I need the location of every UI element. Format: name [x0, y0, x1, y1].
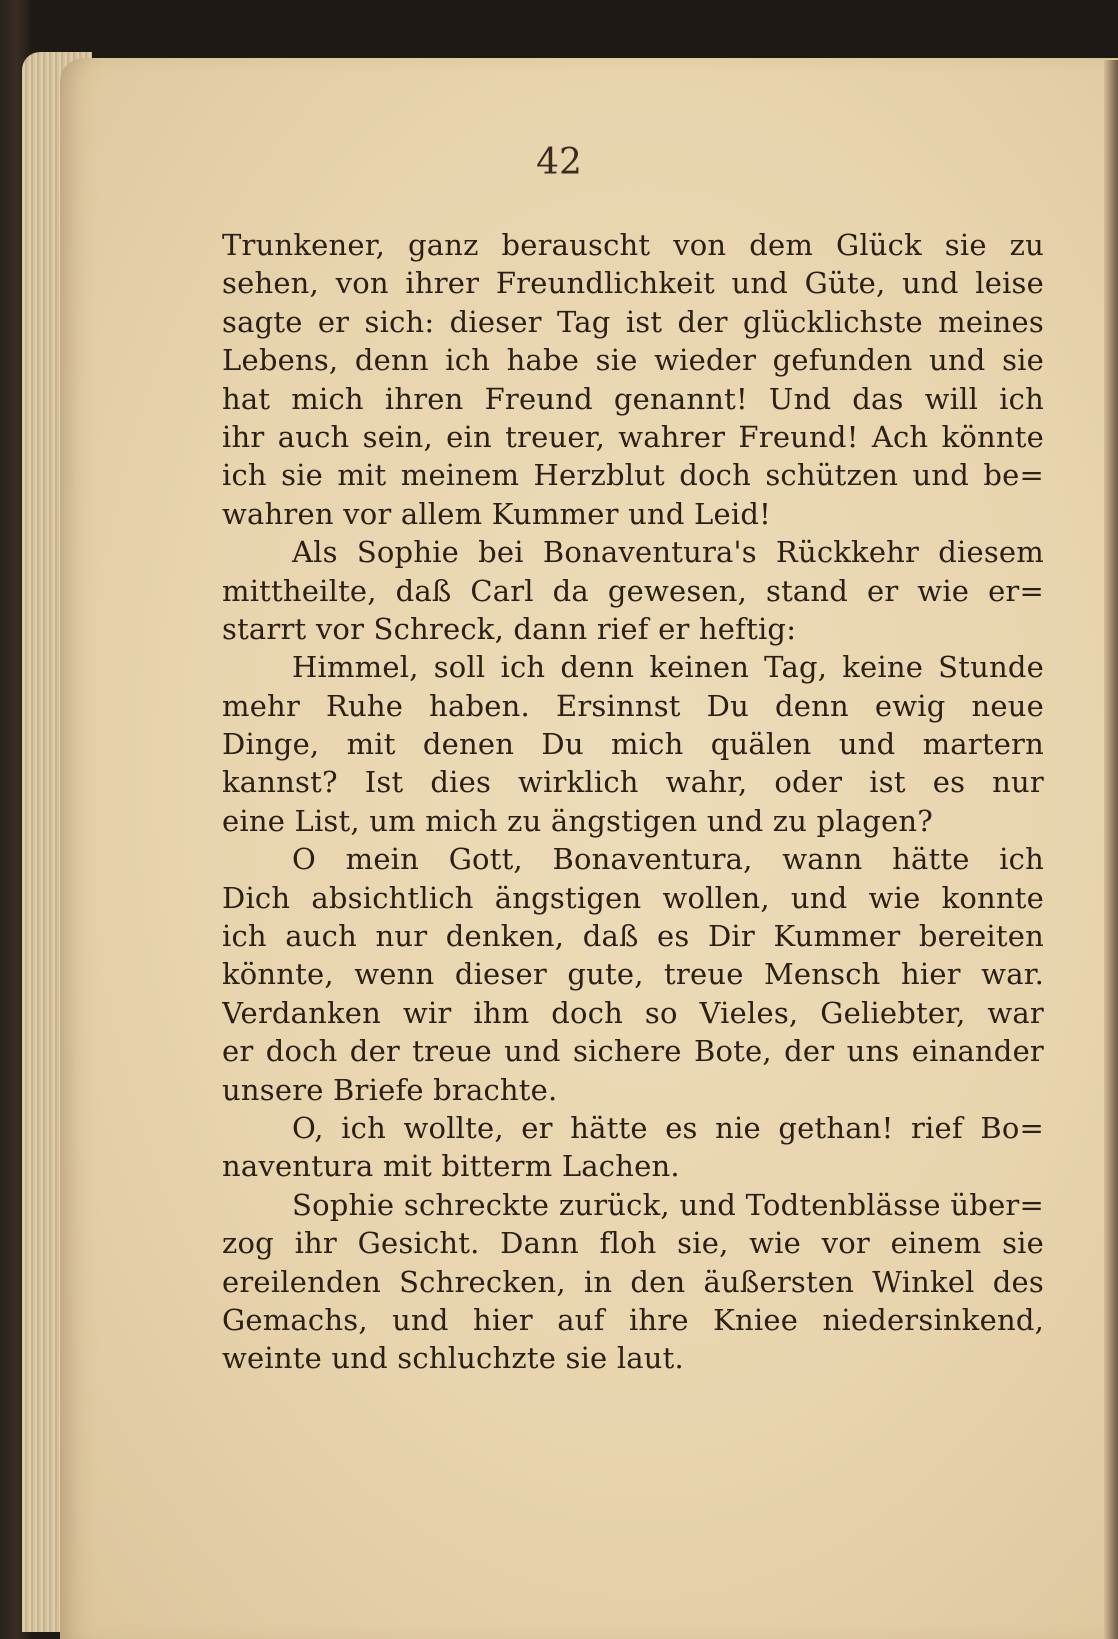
text-line: O, ich wollte, er hätte es nie gethan! rief Bo= — [292, 1110, 1044, 1145]
text-line: wahren vor allem Kummer und Leid! — [222, 496, 771, 531]
text-line: Verdanken wir ihm doch so Vieles, Geliebter, war — [222, 995, 1044, 1030]
text-line: zog ihr Gesicht. Dann floh sie, wie vor einem sie — [222, 1226, 1044, 1261]
text-line: eine List, um mich zu ängstigen und zu plagen? — [222, 803, 934, 838]
page-number: 42 — [536, 142, 582, 183]
text-line: ihr auch sein, ein treuer, wahrer Freund! Ach könnte — [222, 419, 1044, 454]
text-line: ich auch nur denken, daß es Dir Kummer bereiten — [222, 919, 1044, 954]
text-line: Als Sophie bei Bonaventura's Rückkehr diesem — [292, 535, 1044, 570]
text-line: er doch der treue und sichere Bote, der uns einander — [222, 1034, 1044, 1069]
text-line: hat mich ihren Freund genannt! Und das will ich — [222, 381, 1044, 416]
text-line: Himmel, soll ich denn keinen Tag, keine Stunde — [292, 650, 1044, 685]
text-line: weinte und schluchzte sie laut. — [222, 1341, 684, 1376]
text-line: Sophie schreckte zurück, und Todtenblässe über= — [292, 1187, 1044, 1222]
text-line: starrt vor Schreck, dann rief er heftig: — [222, 611, 797, 646]
text-line: Trunkener, ganz berauscht von dem Glück sie zu — [222, 228, 1044, 262]
text-line: Lebens, denn ich habe sie wieder gefunden und sie — [222, 343, 1044, 378]
text-line: könnte, wenn dieser gute, treue Mensch hier war. — [222, 957, 1044, 992]
text-line: mittheilte, daß Carl da gewesen, stand er wie er= — [222, 573, 1044, 608]
body-text — [222, 226, 1044, 1378]
text-line: sehen, von ihrer Freundlichkeit und Güte, und leise — [222, 266, 1044, 301]
text-line: sagte er sich: dieser Tag ist der glücklichste meines — [222, 304, 1044, 339]
text-line: Dich absichtlich ängstigen wollen, und wie konnte — [222, 880, 1044, 915]
text-line: Dinge, mit denen Du mich quälen und martern — [222, 727, 1044, 762]
text-line: naventura mit bitterm Lachen. — [222, 1149, 680, 1184]
text-line: O mein Gott, Bonaventura, wann hätte ich — [292, 842, 1044, 877]
page-right-edge — [1104, 60, 1118, 1639]
text-line: mehr Ruhe haben. Ersinnst Du denn ewig neue — [222, 688, 1044, 723]
text-line: unsere Briefe brachte. — [222, 1072, 558, 1107]
text-line: Gemachs, und hier auf ihre Kniee niedersinkend, — [222, 1302, 1044, 1337]
text-line: ereilenden Schrecken, in den äußersten Winkel des — [222, 1264, 1044, 1299]
text-line: ich sie mit meinem Herzblut doch schützen und be= — [222, 458, 1044, 493]
text-line: kannst? Ist dies wirklich wahr, oder ist es nur — [222, 765, 1044, 800]
